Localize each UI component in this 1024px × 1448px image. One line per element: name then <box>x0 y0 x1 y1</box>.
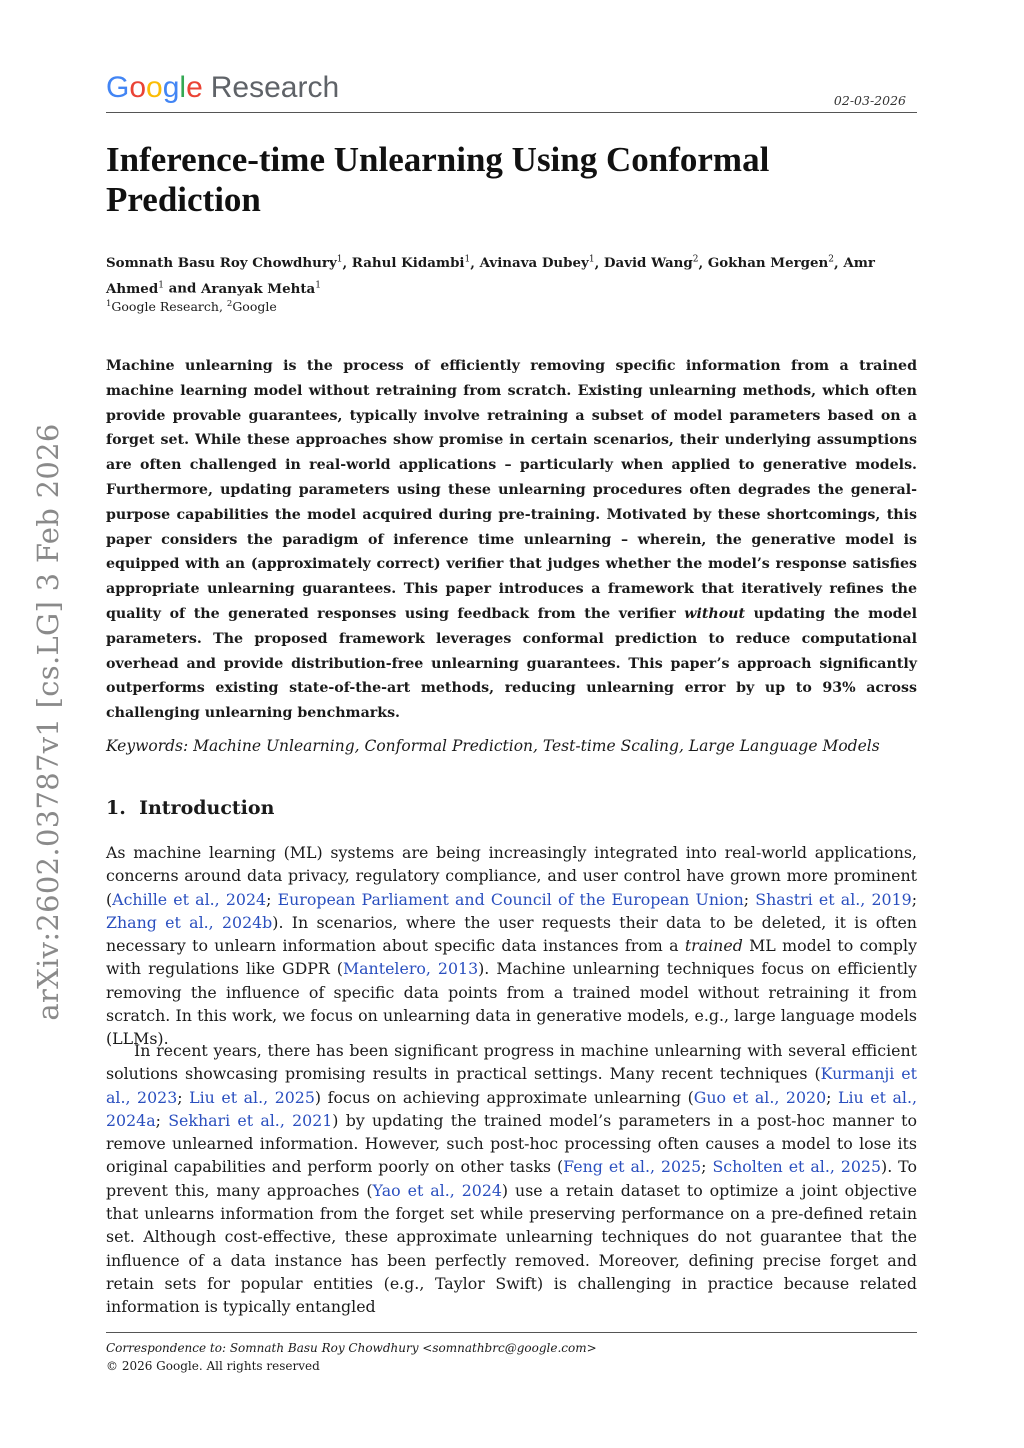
citation-link[interactable]: Feng et al., 2025 <box>563 1157 702 1177</box>
author-name: Somnath Basu Roy Chowdhury <box>106 255 337 272</box>
paragraph-text: ML model to comply with regulations like GDPR ( <box>106 936 917 979</box>
logo-letter: G <box>106 71 130 104</box>
author <box>708 255 834 271</box>
author-affiliation-mark: 1 <box>315 280 321 291</box>
author-affiliation-mark: 2 <box>692 255 699 265</box>
author-affiliation-mark: 1 <box>336 255 343 265</box>
affiliations: $^1$Google Research, $^2$Google <box>106 299 277 315</box>
author-name: Avinava Dubey <box>479 255 589 272</box>
citation-link[interactable]: Scholten et al., 2025 <box>712 1157 882 1177</box>
abstract <box>106 354 917 726</box>
paragraph-text: ; <box>743 889 756 909</box>
citation-link[interactable]: Zhang et al., 2024b <box>106 912 273 932</box>
paragraph-text: ). In scenarios, where the user requests their data to be deleted, it is often necessary to unlearn information about specific data instances from a <box>106 912 917 956</box>
paragraph-text: ; <box>155 1110 169 1130</box>
author-name: Gokhan Mergen <box>707 255 829 272</box>
author <box>352 255 470 271</box>
section-title: Introduction <box>139 797 275 819</box>
citation-link[interactable]: Liu et al., 2025 <box>189 1087 315 1107</box>
publication-date: 02-03-2026 <box>833 93 906 108</box>
author-name: David Wang <box>603 255 693 272</box>
footer-divider <box>106 1332 917 1333</box>
logo-word: Research <box>210 71 340 104</box>
citation-link[interactable]: Achille et al., 2024 <box>112 889 267 909</box>
author-list: Somnath Basu Roy Chowdhury$^1$, Rahul Kidambi$^1$, Avinava Dubey$^1$, David Wang$^2$, Gokhan Mergen$^2$, Amr Ahmed$^1$ and Aranyak Mehta$^1$ <box>106 255 875 297</box>
copyright-notice: © 2026 Google. All rights reserved <box>106 1359 320 1373</box>
affiliation-number: 1 <box>106 299 112 309</box>
abstract-emphasis: without <box>684 605 746 622</box>
logo-letter: o <box>146 71 163 104</box>
paragraph-text: ; <box>177 1087 190 1107</box>
correspondence-note: Correspondence to: Somnath Basu Roy Chowdhury <somnathbrc@google.com> <box>106 1341 597 1355</box>
affiliation-name: Google <box>232 299 277 315</box>
google-research-logo <box>106 70 339 106</box>
citation-link[interactable]: Sekhari et al., 2021 <box>168 1110 333 1130</box>
paragraph-text: ; <box>701 1157 713 1177</box>
logo-letter: o <box>129 71 147 104</box>
section-number: 1. <box>106 797 126 819</box>
arxiv-identifier: arXiv:2602.03787v1 [cs.LG] 3 Feb 2026 <box>31 423 65 1021</box>
citation-link[interactable]: Shastri et al., 2019 <box>755 889 912 909</box>
header-divider <box>106 112 917 113</box>
affiliation-number: 2 <box>226 299 233 309</box>
author <box>480 255 595 271</box>
paragraph-text: ) focus on achieving approximate unlearning ( <box>314 1087 694 1107</box>
paragraph-text: ; <box>826 1087 838 1107</box>
author-affiliation-mark: 1 <box>158 280 164 291</box>
citation-link[interactable]: Liu et al., 2024a <box>106 1087 918 1130</box>
author <box>106 255 342 271</box>
author-name: Amr Ahmed <box>106 255 875 297</box>
citation-link[interactable]: European Parliament and Council of the European Union <box>277 889 744 909</box>
abstract-text: updating the model parameters. The proposed framework leverages conformal prediction to reduce computational overhead and provide distribution-free unlearning guarantees. This paper’s approach significantly outperforms existing state-of-the-art methods, reducing unlearning error by up to 93% across challenging unlearning benchmarks. <box>106 605 917 722</box>
author-affiliation-mark: 1 <box>588 255 595 265</box>
abstract-text: Machine unlearning is the process of efficiently removing specific information from a trained machine learning model without retraining from scratch. Existing unlearning methods, which often provide provable guarantees, typically involve retraining a subset of model parameters based on a forget set. While these approaches show promise in certain scenarios, their underlying assumptions are often challenged in real-world applications – particularly when applied to generative models. Furthermore, updating parameters using these unlearning procedures often degrades the general-purpose capabilities the model acquired during pre-training. Motivated by these shortcomings, this paper considers the paradigm of inference time unlearning – wherein, the generative model is equipped with an (approximately correct) verifier that judges whether the model’s response satisfies appropriate unlearning guarantees. This paper introduces a framework that iteratively refines the quality of the generated responses using feedback from the verifier <box>106 358 917 622</box>
author-name: Rahul Kidambi <box>351 255 465 272</box>
author-affiliation-mark: 2 <box>828 255 835 265</box>
paragraph-text: In recent years, there has been significant progress in machine unlearning with several efficient solutions showcasing promising results in practical settings. Many recent techniques ( <box>106 1041 917 1084</box>
author <box>604 255 699 271</box>
paragraph-text: ) by updating the trained model’s parameters in a post-hoc manner to remove unlearned information. However, such post-hoc processing often causes a model to lose its original capabilities and perform poorly on other tasks ( <box>106 1110 918 1177</box>
paragraph-text: ). To prevent this, many approaches ( <box>106 1157 917 1200</box>
logo-letter: l <box>179 71 187 104</box>
affiliation-name: Google Research <box>111 299 219 315</box>
paragraph-text: ; <box>911 889 918 909</box>
logo-letter: g <box>162 71 180 104</box>
emphasized-text: trained <box>684 936 743 956</box>
citation-link[interactable]: Mantelero, 2013 <box>342 959 479 979</box>
paragraph-text: ; <box>266 889 278 909</box>
citation-link[interactable]: Yao et al., 2024 <box>372 1180 502 1200</box>
logo-letter: e <box>186 71 203 104</box>
paragraph-text: ). Machine unlearning techniques focus on efficiently removing the influence of specific data points from a trained model without retraining it from scratch. In this work, we focus on unlearning data in generative models, e.g., large language models (LLMs). <box>106 959 917 1049</box>
author-affiliation-mark: 1 <box>464 255 471 265</box>
paragraph-text: ) use a retain dataset to optimize a joint objective that unlearns information from the forget set while preserving performance on a pre-defined retain set. Although cost-effective, these approximate unlearning techniques do not guarantee that the influence of a data instance has been perfectly removed. Moreover, defining precise forget and retain sets for popular entities (e.g., Taylor Swift) is challenging in practice because related information is typically entangled <box>106 1180 917 1317</box>
section-heading <box>106 794 274 822</box>
body-paragraph <box>106 1039 917 1319</box>
paragraph-text: As machine learning (ML) systems are being increasingly integrated into real-world applications, concerns around data privacy, regulatory compliance, and user control have grown more prominent ( <box>106 843 917 909</box>
keywords: Keywords: Machine Unlearning, Conformal Prediction, Test-time Scaling, Large Language Models <box>106 737 880 755</box>
citation-link[interactable]: Kurmanji et al., 2023 <box>106 1064 917 1107</box>
author-name: Aranyak Mehta <box>201 280 316 297</box>
body-paragraph <box>106 841 917 1051</box>
citation-link[interactable]: Guo et al., 2020 <box>693 1087 827 1107</box>
paper-title: Inference-time Unlearning Using Conformal Prediction <box>106 140 770 219</box>
